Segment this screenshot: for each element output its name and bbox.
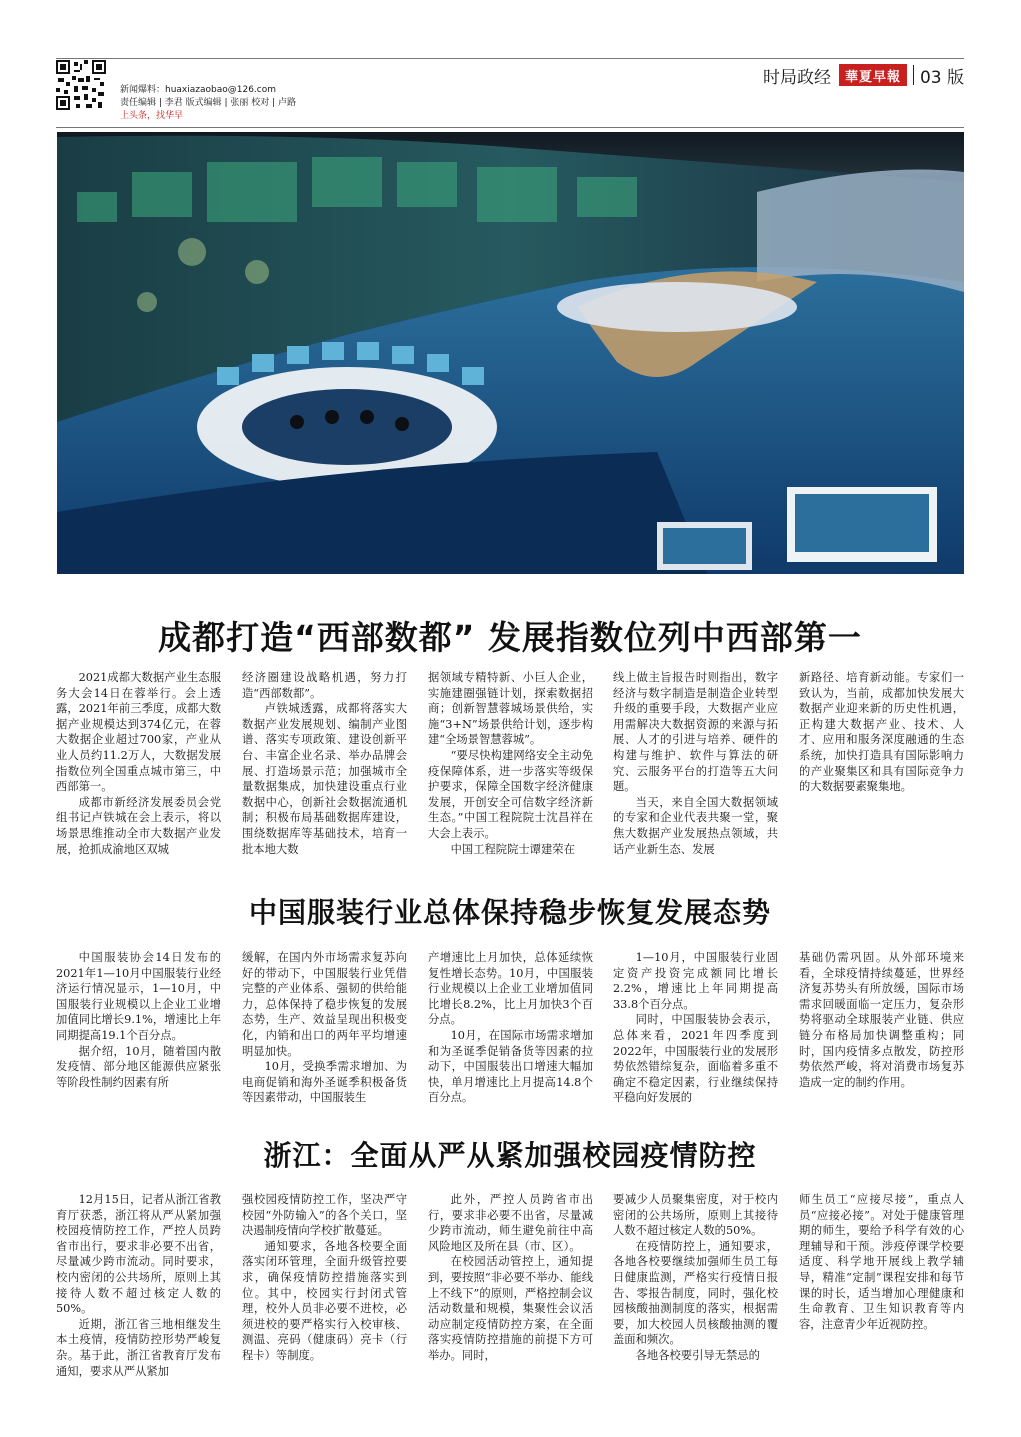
newspaper-logo: 華夏早報 <box>839 64 907 86</box>
tagline: 上头条，找华早 <box>120 111 184 121</box>
headline-apparel: 中国服装行业总体保持稳步恢复发展态势 <box>248 896 771 929</box>
article-column: 1—10月，中国服装行业固定资产投资完成额同比增长2.2%，增速比上年同期提高33.8个百分点。 同时，中国服装协会表示，总体来看，2021年四季度到2022年，中国服装行业的发展形势依然错综复杂，面临着多重不确定不稳定因素，行业继续保持平稳向好发展的 <box>613 951 778 1105</box>
header-top-rule <box>56 58 964 59</box>
article-column: 产增速比上月加快，总体延续恢复性增长态势。10月，中国服装行业规模以上企业工业增加值同比增长8.2%，比上月加快3个百分点。 10月，在国际市场需求增加和为圣诞季促销备货等因素的拉动下，中国服装出口增速大幅加快，单月增速比上月提高14.8个百分点。 <box>428 951 593 1105</box>
headline-chengdu: 成都打造“西部数都” 发展指数位列中西部第一 <box>158 618 862 657</box>
article-column: 中国服装协会14日发布的2021年1—10月中国服装行业经济运行情况显示，1—10月，中国服装行业规模以上企业工业增加值同比增长9.1%，增速比上年同期提高19.1个百分点。 据介绍，10月，随着国内散发疫情、部分地区能源供应紧张等阶段性制约因素有所 <box>56 951 221 1089</box>
article-column: 经济圈建设战略机遇，努力打造“西部数都”。 卢铁城透露，成都将落实大数据产业发展规划、编制产业图谱、落实专项政策、建设创新平台、丰富企业名录、举办品牌会展、打造场景示范；加强城市全量数据集成，加快建设重点行业数据中心，创新社会数据流通机制；积极布局基础数据库建设，围绕数据库等基础技术，培育一批本地大数 <box>242 671 407 856</box>
article-column: 要减少人员聚集密度，对于校内密闭的公共场所，原则上其接待人数不超过核定人数的50%。 在疫情防控上，通知要求，各地各校要继续加强师生员工每日健康监测，严格实行疫情日报告、零报告制度，同时，强化校园核酸抽测制度的落实，根据需要，加大校园人员核酸抽测的覆盖面和频次。 各地各校要引导无禁忌的 <box>613 1193 778 1362</box>
header-bottom-rule <box>56 127 964 128</box>
masthead-meta <box>120 84 296 123</box>
section-header <box>763 62 964 88</box>
article-column: 据领域专精特新、小巨人企业，实施建圈强链计划，探索数据招商；创新智慧蓉城场景供给，实施“3+N”场景供给计划，逐步构建“全场景智慧蓉城”。 “要尽快构建网络安全主动免疫保障体系，进一步落实等级保护要求，保障全国数字经济健康发展，开创安全可信数字经济新生态。”中国工程院院士沈昌祥在大会上表示。 中国工程院院士谭建荣在 <box>428 671 593 856</box>
masthead <box>56 60 964 130</box>
article-apparel-body <box>56 950 964 1105</box>
email-line: 新闻爆料：huaxiazaobao@126.com <box>120 85 277 95</box>
article-column: 强校园疫情防控工作，坚决严守校园“外防输入”的各个关口，坚决遏制疫情向学校扩散蔓延。 通知要求，各地各校要全面落实闭环管理，全面升级管控要求，确保疫情防控措施落实到位。其中，校园实行封闭式管理，校外人员非必要不进校，必须进校的要严格实行入校审核、测温、亮码（健康码）亮卡（行程卡）等制度。 <box>242 1193 407 1362</box>
article-column: 缓解，在国内外市场需求复苏向好的带动下，中国服装行业凭借完整的产业体系、强韧的供给能力，总体保持了稳步恢复的发展态势，生产、效益呈现出积极变化，内销和出口的两年平均增速明显加快。 10月，受换季需求增加、为电商促销和海外圣诞季积极备货等因素带动，中国服装生 <box>242 951 407 1105</box>
control-center-photo <box>57 132 964 574</box>
headline-zhejiang: 浙江：全面从严从紧加强校园疫情防控 <box>263 1139 757 1172</box>
article-column: 线上做主旨报告时则指出，数字经济与数字制造是制造企业转型升级的重要手段，大数据产业应用需解决大数据资源的来源与拓展、人才的引进与培养、硬件的构建与维护、软件与算法的研究、云服务平台的打造等五大问题。 当天，来自全国大数据领域的专家和企业代表共聚一堂，聚焦大数据产业发展热点领域，共话产业新生态、发展 <box>613 671 778 856</box>
editors-line: 责任编辑 | 李君 版式编辑 | 张丽 校对 | 卢路 <box>120 98 296 108</box>
article-column: 师生员工“应接尽接”，重点人员“应接必接”。对处于健康管理期的师生，要给予科学有效的心理辅导和干预。涉疫停课学校要适度、科学地开展线上教学辅导，精准“定制”课程安排和每节课的时长，适当增加心理健康和生命教育、卫生知识教育等内容，注意青少年近视防控。 <box>799 1193 964 1331</box>
qr-code-icon <box>56 60 106 110</box>
article-zhejiang-body <box>56 1192 964 1407</box>
article-chengdu-body <box>56 670 964 860</box>
section-name: 时局政经 <box>762 67 831 88</box>
article-column: 基础仍需巩固。从外部环境来看，全球疫情持续蔓延，世界经济复苏势头有所放缓，国际市场需求回暖面临一定压力，复杂形势将驱动全球服装产业链、供应链分布格局加快调整重构；同时，国内疫情多点散发，防控形势依然严峻，将对消费市场复苏造成一定的制约作用。 <box>799 951 964 1089</box>
divider <box>913 65 914 85</box>
article-column: 此外，严控人员跨省市出行，要求非必要不出省，尽量减少跨市流动，师生避免前往中高风险地区及所在县（市、区）。 在校园活动管控上，通知提到，要按照“非必要不举办、能线上不线下”的原则，严格控制会议活动数量和规模，集聚性会议活动应制定疫情防控方案，在全面落实疫情防控措施的前提下方可举办。同时， <box>428 1193 593 1362</box>
article-column: 2021成都大数据产业生态服务大会14日在蓉举行。会上透露，2021年前三季度，成都大数据产业规模达到374亿元，在蓉大数据企业超过700家，产业从业人员约11.2万人，大数据发展指数位列全国重点城市第三，中西部第一。 成都市新经济发展委员会党组书记卢铁城在会上表示，将以场景思维推动全市大数据产业发展，抢抓成渝地区双城 <box>56 671 221 856</box>
page-number: 03 版 <box>919 67 964 88</box>
article-column: 新路径、培育新动能。专家们一致认为，当前，成都加快发展大数据产业迎来新的历史性机遇，正构建大数据产业、技术、人才、应用和服务深度融通的生态系统，加快打造具有国际影响力的产业聚集区和具有国际竞争力的大数据要素聚集地。 <box>799 671 964 794</box>
article-column: 12月15日，记者从浙江省教育厅获悉，浙江将从严从紧加强校园疫情防控工作，严控人员跨省市出行，要求非必要不出省，尽量减少跨市流动。同时要求，校内密闭的公共场所，原则上其接待人数不超过核定人数的50%。 近期，浙江省三地相继发生本土疫情，疫情防控形势严峻复杂。基于此，浙江省教育厅发布通知，要求从严从紧加 <box>56 1193 221 1378</box>
